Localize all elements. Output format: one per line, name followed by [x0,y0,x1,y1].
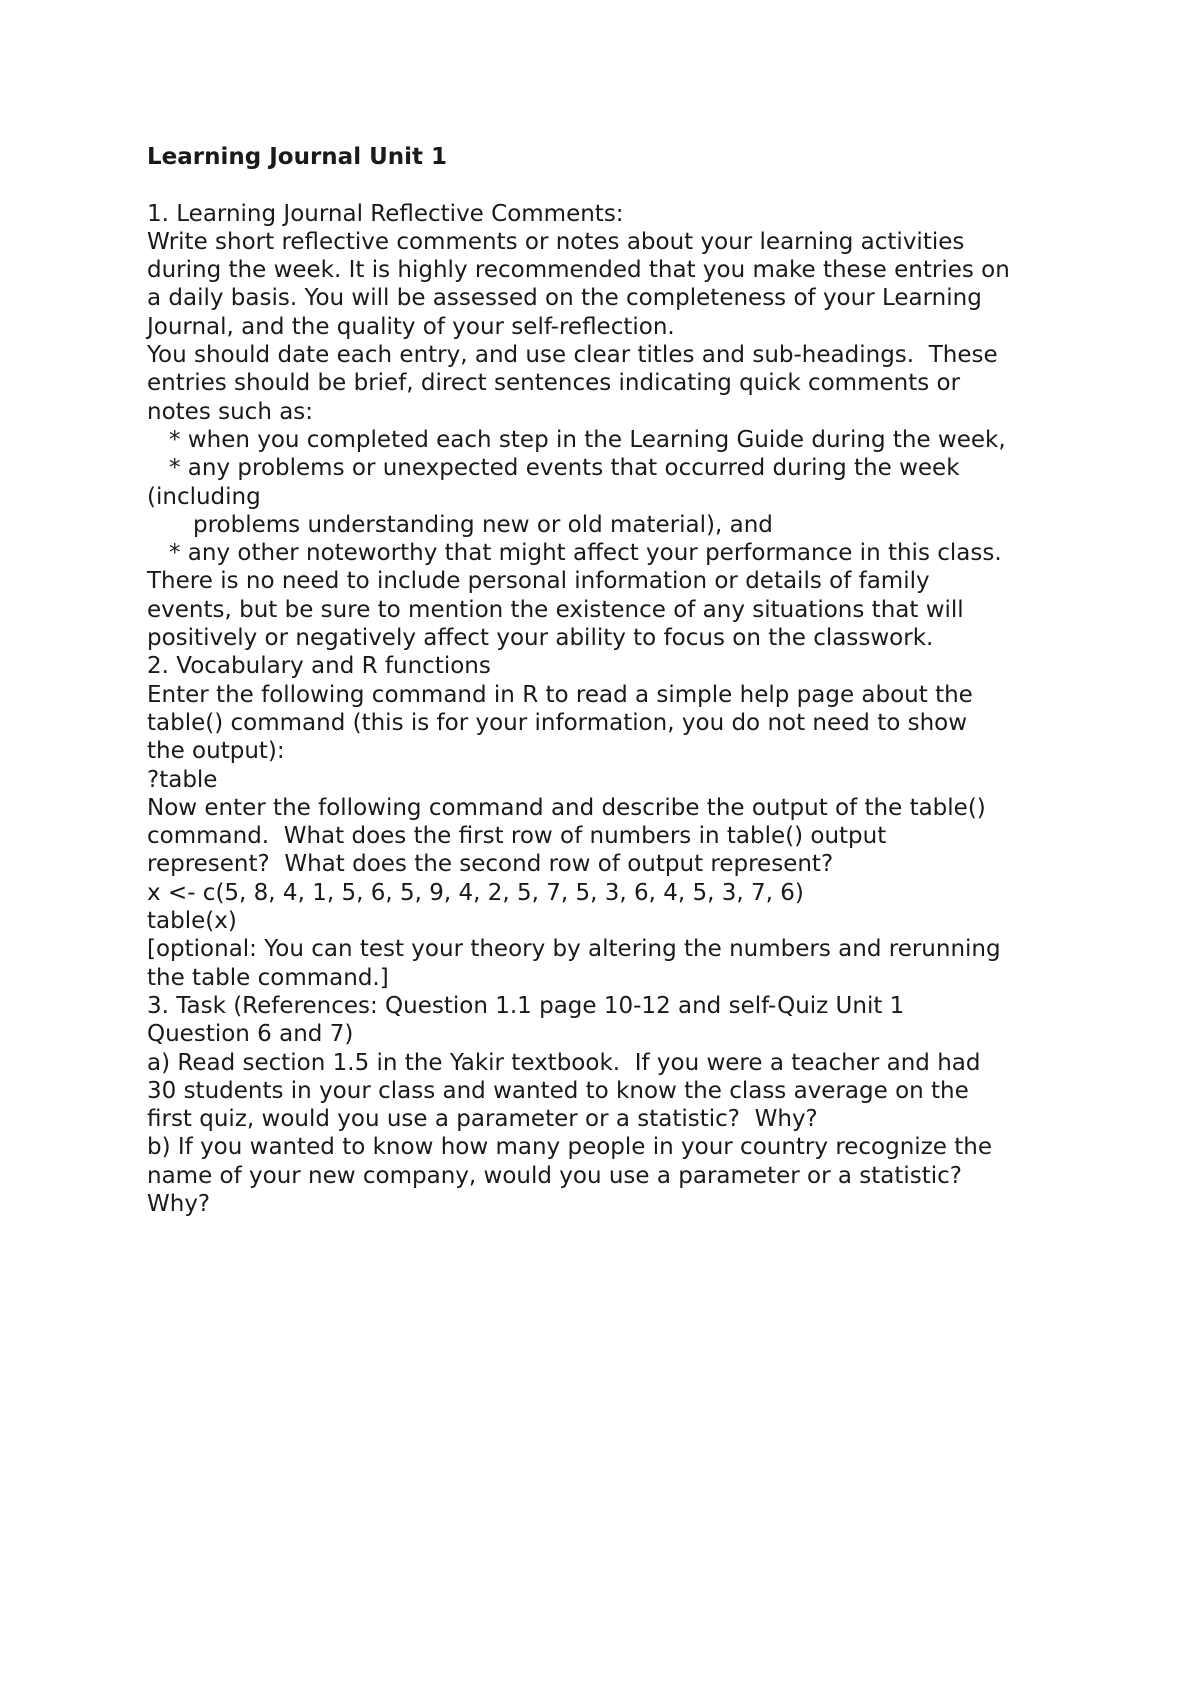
paragraph-line: the output): [147,738,285,765]
paragraph-line: You should date each entry, and use clear titles and sub-headings. These [147,342,998,369]
bullet-item: * any other noteworthy that might affect your performance in this class. [169,540,1002,567]
question-b-line: Why? [147,1190,211,1217]
paragraph-line: [optional: You can test your theory by altering the numbers and rerunning [147,936,1001,963]
paragraph-line: events, but be sure to mention the existence of any situations that will [147,596,964,623]
paragraph-line: Write short reflective comments or notes about your learning activities [147,228,965,255]
question-a-line: first quiz, would you use a parameter or a statistic? Why? [147,1106,818,1133]
code-line: x <- c(5, 8, 4, 1, 5, 6, 5, 9, 4, 2, 5, 7, 5, 3, 6, 4, 5, 3, 7, 6) [147,879,804,906]
bullet-item: * when you completed each step in the Learning Guide during the week, [169,426,1006,453]
document-body [147,143,1077,1218]
paragraph-line: command. What does the first row of numbers in table() output [147,823,887,850]
document-title: Learning Journal Unit 1 [147,144,448,170]
question-a-line: a) Read section 1.5 in the Yakir textbook. If you were a teacher and had [147,1049,981,1076]
paragraph-line: notes such as: [147,398,314,425]
paragraph-line: table() command (this is for your information, you do not need to show [147,709,968,736]
bullet-item: * any problems or unexpected events that occurred during the week [169,455,960,482]
code-line: ?table [147,766,218,793]
question-b-line: name of your new company, would you use a parameter or a statistic? [147,1162,963,1189]
paragraph-line: a daily basis. You will be assessed on the completeness of your Learning [147,285,982,312]
paragraph-line: There is no need to include personal information or details of family [147,568,930,595]
paragraph-line: Question 6 and 7) [147,1021,354,1048]
code-line: table(x) [147,908,237,935]
paragraph-line: represent? What does the second row of output represent? [147,851,834,878]
section-heading-task: 3. Task (References: Question 1.1 page 10-12 and self-Quiz Unit 1 [147,992,905,1019]
paragraph-line: positively or negatively affect your ability to focus on the classwork. [147,625,934,652]
paragraph-line: Now enter the following command and describe the output of the table() [147,794,986,821]
paragraph-line: (including [147,483,261,510]
bullet-continuation: problems understanding new or old material), and [193,511,773,538]
section-heading-reflective-comments: 1. Learning Journal Reflective Comments: [147,200,624,227]
paragraph-line: Enter the following command in R to read a simple help page about the [147,681,973,708]
question-b-line: b) If you wanted to know how many people in your country recognize the [147,1134,992,1161]
paragraph-line: entries should be brief, direct sentences indicating quick comments or [147,370,961,397]
paragraph-line: during the week. It is highly recommended that you make these entries on [147,257,1010,284]
question-a-line: 30 students in your class and wanted to know the class average on the [147,1077,969,1104]
section-heading-vocabulary: 2. Vocabulary and R functions [147,653,491,680]
paragraph-line: Journal, and the quality of your self-reflection. [147,313,675,340]
paragraph-line: the table command.] [147,964,389,991]
